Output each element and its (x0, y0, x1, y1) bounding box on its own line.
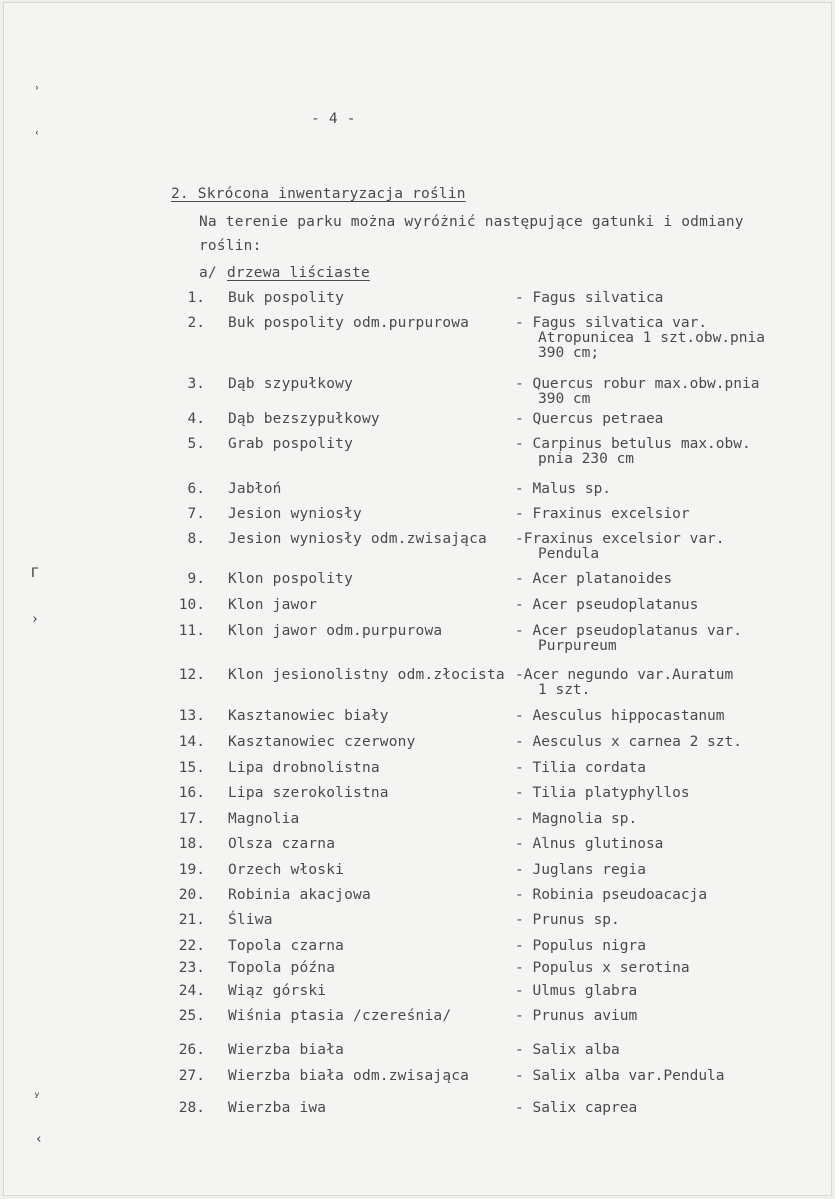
tree-polish-name: Grab pospolity (228, 436, 354, 452)
tree-latin-name: 1 szt. (538, 682, 591, 698)
tree-number: 3. (187, 376, 205, 392)
tree-latin-name: - Ulmus glabra (515, 983, 638, 999)
tree-latin-name: - Tilia platyphyllos (515, 785, 690, 801)
tree-latin-name: Atropunicea 1 szt.obw.pnia (538, 330, 765, 346)
tree-number: 12. (178, 667, 205, 683)
tree-number: 2. (187, 315, 205, 331)
tree-latin-name: - Populus x serotina (515, 960, 690, 976)
tree-number: 20. (178, 887, 205, 903)
tree-polish-name: Jabłoń (228, 481, 282, 497)
tree-latin-name: - Prunus avium (515, 1008, 638, 1024)
tree-latin-name: - Juglans regia (515, 862, 646, 878)
tree-polish-name: Klon pospolity (228, 571, 354, 587)
tree-latin-name: - Carpinus betulus max.obw. (515, 436, 751, 452)
tree-polish-name: Wiśnia ptasia /czereśnia/ (228, 1008, 452, 1024)
tree-number: 25. (178, 1008, 205, 1024)
tree-polish-name: Klon jesionolistny odm.złocista (228, 667, 505, 683)
tree-latin-name: 390 cm; (538, 345, 600, 361)
tree-number: 21. (178, 912, 205, 928)
tree-number: 19. (178, 862, 205, 878)
tree-polish-name: Buk pospolity odm.purpurowa (228, 315, 470, 331)
tree-polish-name: Topola późna (228, 960, 336, 976)
subsection-label: drzewa liściaste (227, 265, 370, 281)
tree-number: 26. (178, 1042, 205, 1058)
tree-polish-name: Buk pospolity (228, 290, 345, 306)
tree-number: 9. (187, 571, 205, 587)
tree-polish-name: Jesion wyniosły (228, 506, 362, 522)
tree-latin-name: - Magnolia sp. (515, 811, 638, 827)
tree-number: 15. (178, 760, 205, 776)
tree-polish-name: Lipa drobnolistna (228, 760, 380, 776)
tree-number: 27. (178, 1068, 205, 1084)
tree-latin-name: - Acer pseudoplatanus var. (515, 623, 742, 639)
tree-latin-name: - Malus sp. (515, 481, 612, 497)
tree-polish-name: Wiąz górski (228, 983, 327, 999)
tree-polish-name: Wierzba biała (228, 1042, 345, 1058)
tree-polish-name: Kasztanowiec czerwony (228, 734, 416, 750)
tree-latin-name: - Aesculus x carnea 2 szt. (515, 734, 742, 750)
tree-latin-name: - Prunus sp. (515, 912, 620, 928)
tree-latin-name: - Aesculus hippocastanum (515, 708, 725, 724)
section-heading: 2. Skrócona inwentaryzacja roślin (171, 186, 466, 202)
tree-latin-name: - Quercus robur max.obw.pnia (515, 376, 760, 392)
tree-polish-name: Śliwa (228, 912, 273, 928)
binder-mark: ʿ (33, 130, 41, 145)
intro-line-1: Na terenie parku można wyróżnić następujące gatunki i odmiany (199, 214, 744, 230)
page-number: - 4 - (311, 111, 356, 127)
tree-polish-name: Dąb szypułkowy (228, 376, 354, 392)
tree-polish-name: Wierzba iwa (228, 1100, 327, 1116)
tree-number: 8. (187, 531, 205, 547)
tree-polish-name: Klon jawor odm.purpurowa (228, 623, 443, 639)
tree-latin-name: - Alnus glutinosa (515, 836, 664, 852)
tree-number: 22. (178, 938, 205, 954)
tree-latin-name: Purpureum (538, 638, 617, 654)
tree-number: 14. (178, 734, 205, 750)
tree-polish-name: Klon jawor (228, 597, 318, 613)
tree-number: 23. (178, 960, 205, 976)
tree-number: 18. (178, 836, 205, 852)
tree-polish-name: Olsza czarna (228, 836, 336, 852)
tree-latin-name: 390 cm (538, 391, 591, 407)
tree-latin-name: - Salix caprea (515, 1100, 638, 1116)
tree-latin-name: - Fagus silvatica var. (515, 315, 708, 331)
tree-latin-name: -Acer negundo var.Auratum (515, 667, 734, 683)
tree-number: 16. (178, 785, 205, 801)
tree-number: 13. (178, 708, 205, 724)
binder-mark: ᒥ (31, 566, 39, 581)
tree-latin-name: - Acer pseudoplatanus (515, 597, 699, 613)
tree-polish-name: Jesion wyniosły odm.zwisająca (228, 531, 487, 547)
tree-number: 28. (178, 1100, 205, 1116)
binder-mark: ʸ (33, 1090, 41, 1105)
tree-latin-name: - Robinia pseudoacacja (515, 887, 708, 903)
tree-number: 17. (178, 811, 205, 827)
tree-polish-name: Wierzba biała odm.zwisająca (228, 1068, 470, 1084)
tree-number: 6. (187, 481, 205, 497)
tree-latin-name: - Quercus petraea (515, 411, 664, 427)
tree-polish-name: Orzech włoski (228, 862, 345, 878)
tree-number: 10. (178, 597, 205, 613)
tree-number: 1. (187, 290, 205, 306)
tree-number: 11. (178, 623, 205, 639)
tree-polish-name: Kasztanowiec biały (228, 708, 389, 724)
tree-polish-name: Dąb bezszypułkowy (228, 411, 380, 427)
intro-line-2: roślin: (199, 238, 262, 254)
tree-latin-name: Pendula (538, 546, 600, 562)
tree-latin-name: - Fraxinus excelsior (515, 506, 690, 522)
tree-latin-name: - Salix alba (515, 1042, 620, 1058)
tree-latin-name: -Fraxinus excelsior var. (515, 531, 725, 547)
tree-latin-name: - Salix alba var.Pendula (515, 1068, 725, 1084)
binder-mark: › (31, 612, 39, 627)
tree-latin-name: - Fagus silvatica (515, 290, 664, 306)
tree-latin-name: - Populus nigra (515, 938, 646, 954)
binder-mark: ‹ (35, 1132, 43, 1147)
tree-number: 7. (187, 506, 205, 522)
tree-number: 24. (178, 983, 205, 999)
tree-polish-name: Lipa szerokolistna (228, 785, 389, 801)
tree-number: 5. (187, 436, 205, 452)
tree-polish-name: Topola czarna (228, 938, 345, 954)
tree-polish-name: Magnolia (228, 811, 300, 827)
tree-latin-name: - Tilia cordata (515, 760, 646, 776)
tree-latin-name: - Acer platanoides (515, 571, 673, 587)
binder-mark: ʾ (33, 85, 41, 100)
tree-latin-name: pnia 230 cm (538, 451, 635, 467)
tree-number: 4. (187, 411, 205, 427)
tree-polish-name: Robinia akacjowa (228, 887, 371, 903)
subsection-prefix: a/ (199, 265, 217, 281)
